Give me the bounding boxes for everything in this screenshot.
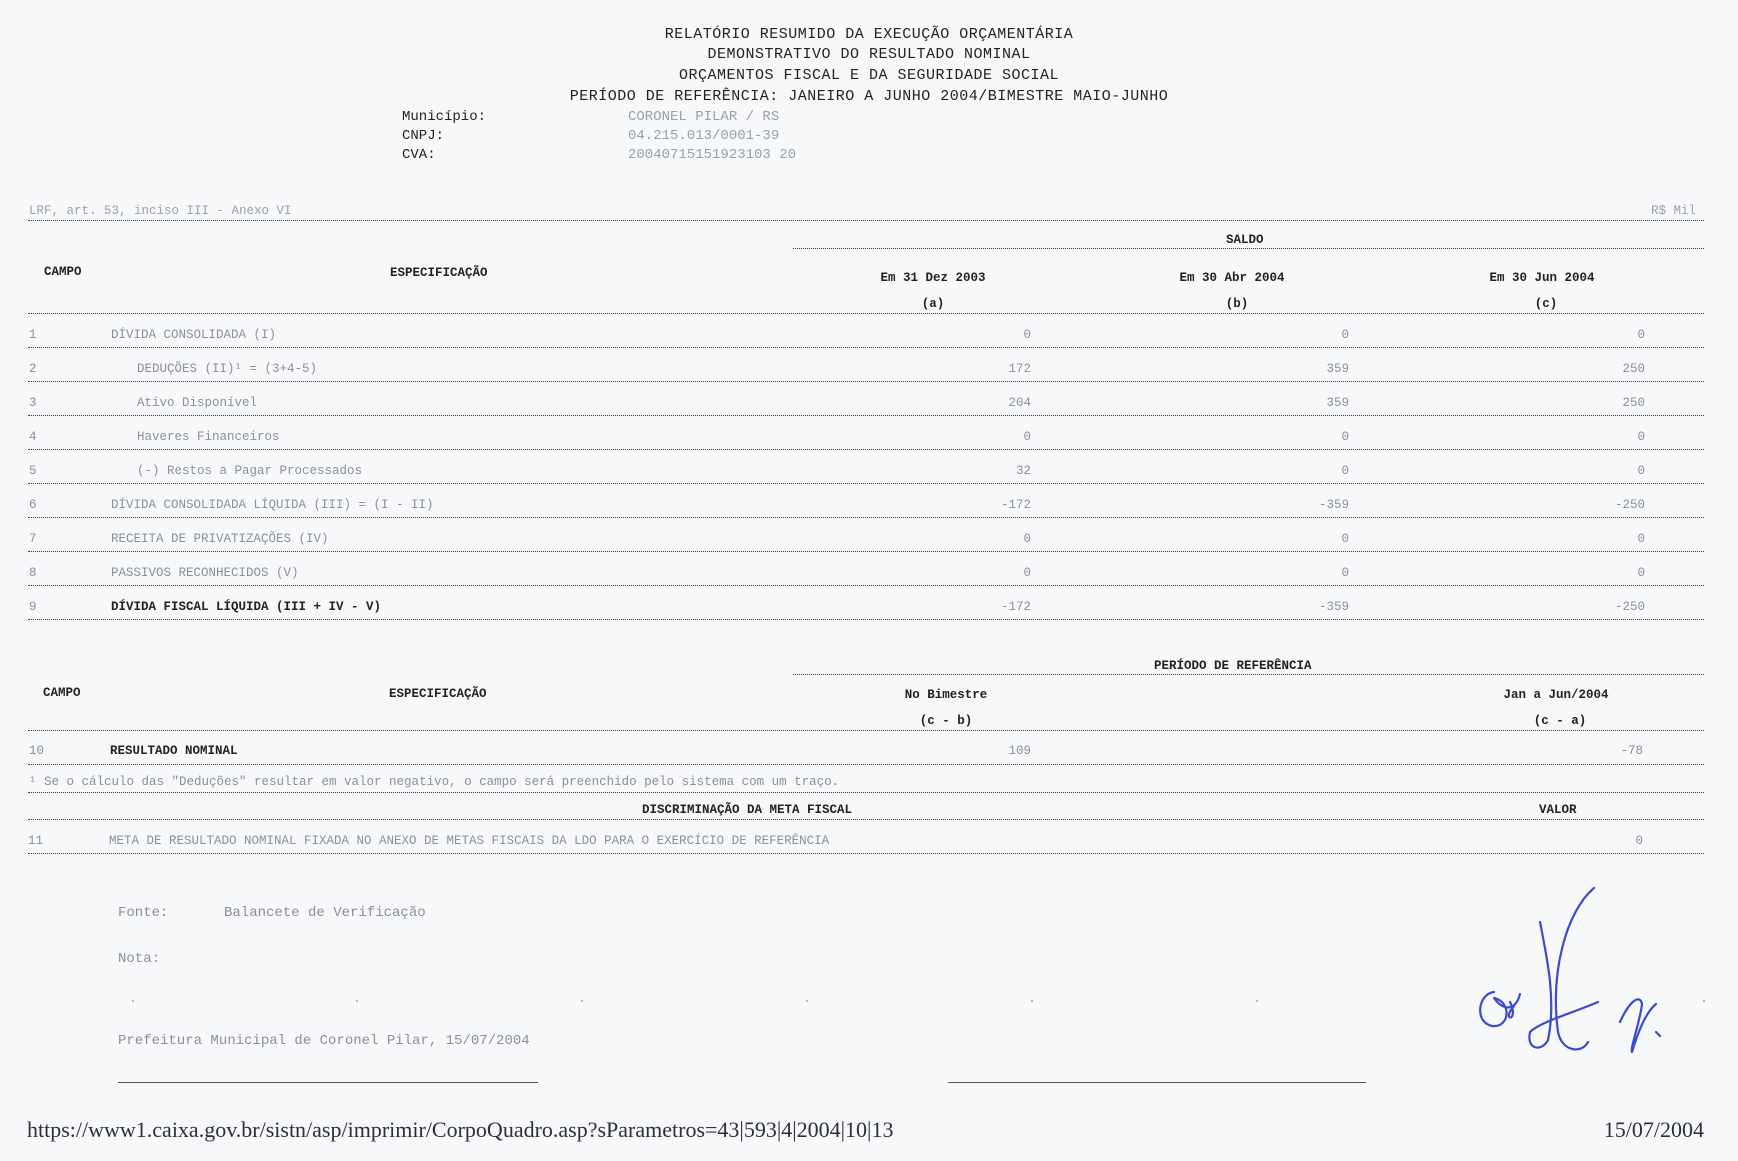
row-number: 1: [29, 328, 37, 342]
jan-jun-header: Jan a Jun/2004: [1503, 688, 1609, 702]
report-subtitle: DEMONSTRATIVO DO RESULTADO NOMINAL: [707, 46, 1031, 63]
divider: [28, 415, 1704, 416]
row-value-b: 0: [1341, 328, 1349, 342]
row-label: DÍVIDA CONSOLIDADA (I): [111, 328, 277, 342]
row-value-b: -359: [1318, 498, 1349, 512]
signature-line-right: [948, 1082, 1366, 1083]
municipio-label: Município:: [402, 109, 487, 125]
row-value-b: 0: [1341, 532, 1349, 546]
row-label: Haveres Financeiros: [137, 430, 280, 444]
row-value-b: 0: [1341, 566, 1349, 580]
divider: [28, 220, 1704, 221]
fonte-label: Fonte:: [118, 905, 169, 921]
nota-label: Nota:: [118, 951, 161, 967]
row-value-b: 359: [1326, 396, 1349, 410]
divider: [28, 313, 1704, 314]
row-number: 3: [29, 396, 37, 410]
row-number: 8: [29, 566, 37, 580]
divider: [28, 730, 1704, 731]
legal-reference: LRF, art. 53, inciso III - Anexo VI: [29, 204, 292, 218]
campo-header: CAMPO: [44, 265, 82, 279]
row-label: Ativo Disponível: [137, 396, 258, 410]
divider: [793, 674, 1704, 675]
row-value-b: 359: [1326, 362, 1349, 376]
row-value-b: -359: [1318, 600, 1349, 614]
col-a-subheader: (a): [921, 297, 945, 311]
divider: [28, 585, 1704, 586]
row-number: 10: [29, 744, 45, 758]
row-label: (-) Restos a Pagar Processados: [137, 464, 363, 478]
especificacao-header: ESPECIFICAÇÃO: [389, 687, 487, 701]
divider: [28, 517, 1704, 518]
col-b-header: Em 30 Abr 2004: [1179, 271, 1285, 285]
row-value-b: 0: [1341, 430, 1349, 444]
row-value-a: -172: [1000, 498, 1031, 512]
row-label: RESULTADO NOMINAL: [110, 744, 238, 758]
col-c-subheader: (c): [1534, 297, 1558, 311]
row-value-c: 0: [1637, 328, 1645, 342]
row-value-bimestre: 109: [1008, 744, 1031, 758]
col-b-subheader: (b): [1225, 297, 1249, 311]
row-label: DÍVIDA CONSOLIDADA LÍQUIDA (III) = (I - II): [111, 498, 434, 512]
no-bimestre-subheader: (c - b): [919, 714, 973, 728]
row-value-c: 0: [1637, 464, 1645, 478]
row-number: 7: [29, 532, 37, 546]
divider: [28, 819, 1704, 820]
row-value-c: 250: [1622, 396, 1645, 410]
row-label: DEDUÇÕES (II)¹ = (3+4-5): [137, 362, 318, 376]
report-period: PERÍODO DE REFERÊNCIA: JANEIRO A JUNHO 2004/BIMESTRE MAIO-JUNHO: [569, 88, 1169, 105]
row-value-a: 0: [1023, 430, 1031, 444]
prefeitura-date: Prefeitura Municipal de Coronel Pilar, 15/07/2004: [118, 1033, 530, 1049]
valor-header: VALOR: [1539, 803, 1577, 817]
report-scope: ORÇAMENTOS FISCAL E DA SEGURIDADE SOCIAL: [678, 67, 1060, 84]
footnote: ¹ Se o cálculo das "Deduções" resultar em valor negativo, o campo será preenchido pelo sistema com um traço.: [29, 775, 840, 789]
unit-label: R$ Mil: [1650, 204, 1696, 218]
row-label: RECEITA DE PRIVATIZAÇÕES (IV): [111, 532, 329, 546]
divider: [28, 381, 1704, 382]
divider: [793, 248, 1704, 249]
municipio-value: CORONEL PILAR / RS: [628, 109, 780, 125]
col-c-header: Em 30 Jun 2004: [1489, 271, 1595, 285]
no-bimestre-header: No Bimestre: [904, 688, 988, 702]
divider: [28, 853, 1704, 854]
cnpj-label: CNPJ:: [402, 128, 445, 144]
saldo-header: SALDO: [1226, 233, 1264, 247]
fonte-value: Balancete de Verificação: [224, 905, 426, 921]
row-number: 11: [28, 834, 44, 848]
row-number: 5: [29, 464, 37, 478]
handwritten-signature: [1470, 882, 1670, 1062]
row-label: PASSIVOS RECONHECIDOS (V): [111, 566, 299, 580]
cva-value: 20040715151923103 20: [628, 147, 797, 163]
row-value-c: 0: [1637, 430, 1645, 444]
divider: [28, 551, 1704, 552]
row-value-c: -250: [1614, 600, 1645, 614]
col-a-header: Em 31 Dez 2003: [880, 271, 986, 285]
row-value-c: -250: [1614, 498, 1645, 512]
row-value-a: -172: [1000, 600, 1031, 614]
row-value-a: 204: [1008, 396, 1031, 410]
row-value-a: 0: [1023, 566, 1031, 580]
row-value-a: 0: [1023, 532, 1031, 546]
row-value-b: 0: [1341, 464, 1349, 478]
campo-header: CAMPO: [43, 686, 81, 700]
cva-label: CVA:: [402, 147, 436, 163]
print-date: 15/07/2004: [1603, 1117, 1704, 1142]
row-number: 9: [29, 600, 37, 614]
divider: [28, 764, 1704, 765]
signature-line-left: [118, 1082, 538, 1083]
row-number: 4: [29, 430, 37, 444]
row-value-periodo: -78: [1620, 744, 1643, 758]
print-url: https://www1.caixa.gov.br/sistn/asp/imprimir/CorpoQuadro.asp?sParametros=43|593|4|2004|10|13: [27, 1117, 894, 1142]
divider: [28, 619, 1704, 620]
report-title: RELATÓRIO RESUMIDO DA EXECUÇÃO ORÇAMENTÁRIA: [664, 26, 1074, 43]
row-value: 0: [1635, 834, 1643, 848]
row-number: 2: [29, 362, 37, 376]
periodo-referencia-header: PERÍODO DE REFERÊNCIA: [1154, 659, 1312, 673]
divider: [28, 483, 1704, 484]
row-value-a: 172: [1008, 362, 1031, 376]
divider: [28, 347, 1704, 348]
row-value-c: 250: [1622, 362, 1645, 376]
row-value-c: 0: [1637, 532, 1645, 546]
divider: [28, 449, 1704, 450]
meta-fiscal-header: DISCRIMINAÇÃO DA META FISCAL: [642, 803, 853, 817]
row-number: 6: [29, 498, 37, 512]
row-value-c: 0: [1637, 566, 1645, 580]
cnpj-value: 04.215.013/0001-39: [628, 128, 780, 144]
especificacao-header: ESPECIFICAÇÃO: [390, 266, 488, 280]
row-value-a: 32: [1015, 464, 1031, 478]
jan-jun-subheader: (c - a): [1533, 714, 1587, 728]
row-label: META DE RESULTADO NOMINAL FIXADA NO ANEXO DE METAS FISCAIS DA LDO PARA O EXERCÍCIO DE REFERÊNCIA: [109, 834, 830, 848]
row-label: DÍVIDA FISCAL LÍQUIDA (III + IV - V): [111, 600, 382, 614]
row-value-a: 0: [1023, 328, 1031, 342]
divider: [28, 792, 1704, 793]
